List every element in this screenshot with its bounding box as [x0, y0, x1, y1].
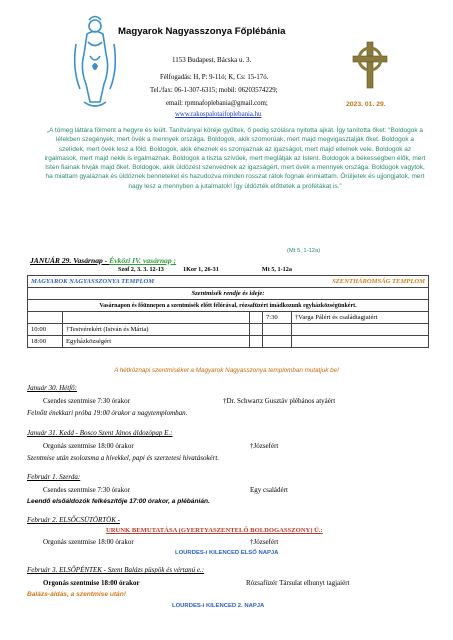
mass-intention: Egyházközségért [63, 336, 250, 348]
lourdes-novena-line: LOURDES-i KILENCED 2. NAPJA [172, 603, 265, 609]
day-title: Február 3. ELSŐPÉNTEK - Szent Balázs püspök és vértanú e.: [27, 566, 205, 574]
gospel-quote: „A tömeg láttára fölment a hegyre és leült. Tanítványai köréje gyűltek, ő pedig szólásra nyitotta ajkát. Így tanította őket: “Boldogok a lélekben szegények, mert övék a mennyek országa. Boldogok, akik szomorúak, mert majd megvigasztalják őket. Boldogok a szelídek, mert övék lesz a föld. Boldogok, akik éheznek és szomjaznak az igazságot, mert majd eltelnek vele. Boldogok az irgalmasok, mert majd nekik is irgalmaznak. Boldogok a tiszta szívűek, mert meglátják az Istent. Boldogok a békességben élők, mert Isten fiainak hívják majd őket. Boldogok, akik üldözést szenvednek az igazságért, mert övék a mennyek országa. Boldogok vagytok, ha miattam gyaláznak és üldöznek benneteket és hazudozva minden rosszat rátok fognak énmiattam. Örüljetek és ujjongjatok, mert nagy lesz a mennyben a jutalmatok! Így üldözték előttetek a prófétákat is.” [44, 127, 426, 190]
reading-1: Szof 2, 3. 3. 12-13 [118, 266, 164, 273]
mass-line: Orgonás szentmise 18:00 órakor [43, 538, 134, 546]
gospel-reference: (Mt 5, 1-12a) [287, 248, 321, 254]
schedule-heading: Szentmisék rendje és ideje: [28, 288, 429, 300]
feast-title: URUNK BEMUTATÁSA (GYERTYASZENTELŐ BOLDOGASSZONY) Ü.: [106, 527, 323, 534]
mass-line: Csendes szentmise 7:30 órakor [43, 486, 130, 494]
lourdes-novena-line: LOURDES-i KILENCED ELSŐ NAPJA [175, 550, 279, 556]
intention-line: †Dr. Schwartz Gusztáv plébános atyáért [223, 397, 336, 405]
mass-intention: †Varga Pálért és családtagjaiért [292, 312, 429, 324]
reading-3: Mt 5, 1-12a [261, 266, 292, 273]
website-link[interactable]: www.rakospalotaifoplebania.hu [175, 111, 262, 118]
intention-line: Rózsafüzér Társulat elhunyt tagjaiért [246, 579, 350, 587]
table-row [28, 336, 429, 348]
mass-time: 18:00 [28, 336, 63, 348]
madonna-logo-icon [70, 14, 120, 112]
mass-time: 7:30 [263, 312, 292, 324]
mass-schedule-table [27, 275, 429, 348]
bulletin-date: 2023. 01. 29. [346, 101, 386, 108]
intention-line: †Józsefért [250, 538, 279, 546]
sunday-date: JANUÁR 29. Vasárnap - [30, 256, 110, 265]
table-row [28, 324, 429, 336]
intention-line: Egy családért [250, 486, 288, 494]
office-hours: Félfogadás: H, P: 9-11ó; K, Cs: 15-17ó. [160, 74, 269, 81]
extra-line: Leendő elsőáldozók felkészítője 17:00 órakor, a plébánián. [27, 498, 210, 505]
parish-address: 1153 Budapest, Bácska u. 3. [172, 56, 252, 64]
mass-intention: †Testvérekért (István és Mária) [63, 324, 250, 336]
day-title: Február 2. ELSŐCSÜTÖRTÖK - [27, 516, 120, 524]
table-row [28, 312, 429, 324]
church-2-label: SZENTHÁROMSÁG TEMPLOM [263, 276, 429, 288]
parish-title: Magyarok Nagyasszonya Főplébánia [118, 26, 286, 37]
readings [118, 266, 292, 273]
weekday-note: A hétköznapi szentmiséket a Magyarok Nagyasszonya templomban mutatjuk be! [114, 367, 339, 374]
email-line: email: rpmnafoplebania@gmail.com; [166, 100, 268, 107]
mass-line: Csendes szentmise 7:30 órakor [43, 397, 130, 405]
sunday-heading [30, 256, 176, 265]
schedule-notice: Vasárnapon és főünnepen a szentmisék előtt félórával, rózsafüzért imádkozunk egyházközségünkért. [28, 300, 429, 312]
mass-line: Orgonás szentmise 18:00 órakor [43, 579, 140, 587]
sunday-name: Évközi IV. vasárnap ; [109, 256, 177, 265]
reading-2: 1Kor 1, 26-31 [182, 266, 219, 273]
day-title: Január 31. Kedd - Bosco Szent János áldozópap E.: [27, 429, 173, 437]
day-title: Január 30. Hétfő: [27, 384, 77, 392]
mass-time: 10:00 [28, 324, 63, 336]
day-title: Február 1. Szerda: [27, 473, 81, 481]
blessing-line: Balázs-áldás, a szentmise után! [27, 591, 126, 598]
church-1-label: MAGYAROK NAGYASSZONYA TEMPLOM [28, 276, 263, 288]
celtic-cross-icon [350, 40, 390, 90]
mass-line: Orgonás szentmise 18:00 órakor [43, 442, 134, 450]
extra-line: Felnőtt énekkari próba 19:00 órakor a nagytemplomban. [27, 409, 188, 417]
extra-line: Szentmise után zsolozsma a hívekkel, papi és szerzetesi hivatásokért. [27, 454, 220, 462]
intention-line: †Józsefért [250, 442, 279, 450]
phone-line: Tel./fax: 06-1-307-6315; mobil: 06203574229; [150, 87, 278, 94]
